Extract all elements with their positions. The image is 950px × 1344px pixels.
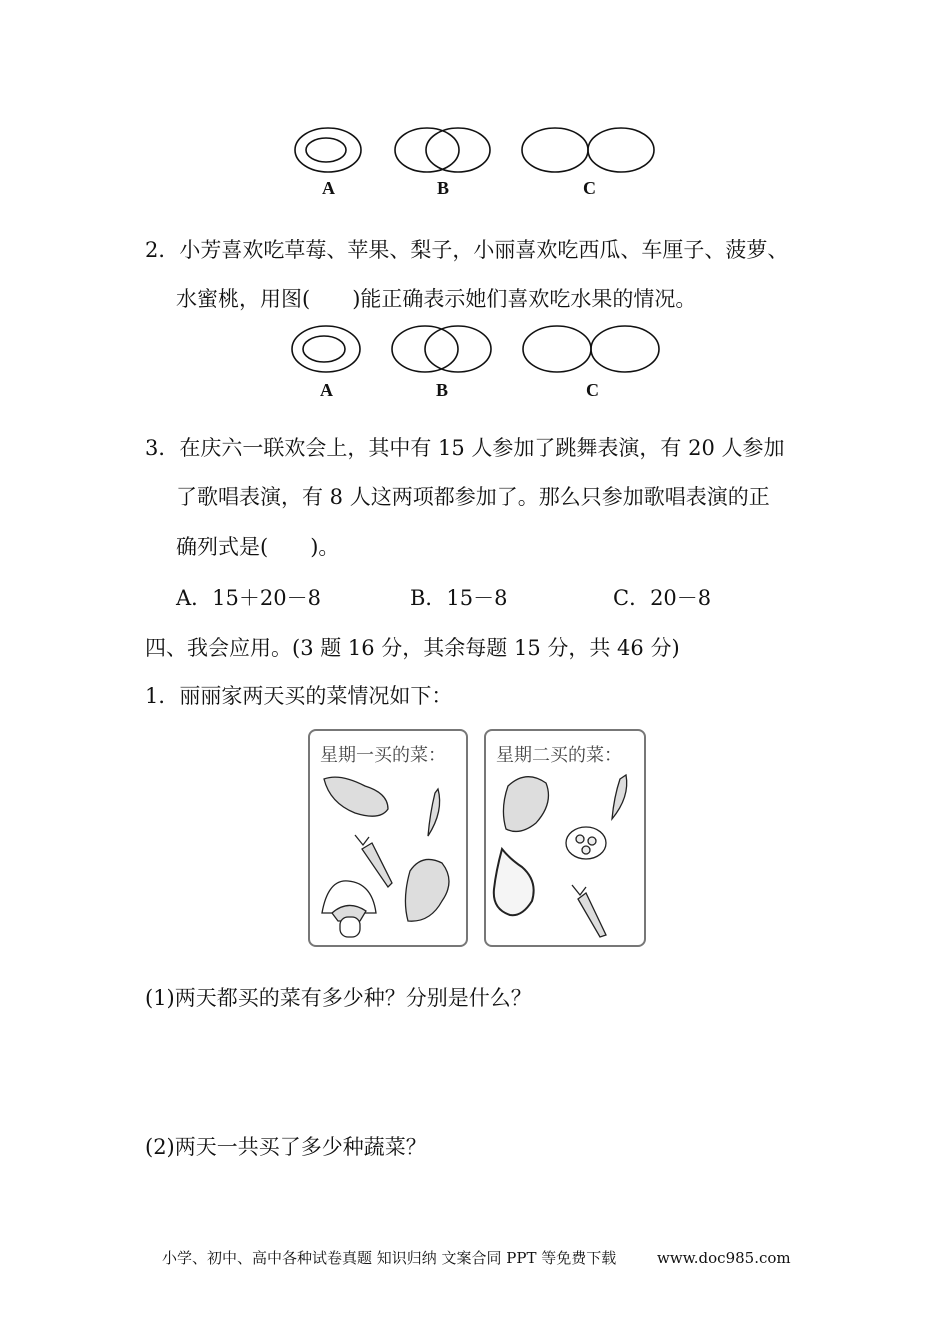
venn-b-left bbox=[395, 128, 459, 172]
q2-text-line1: 2．小芳喜欢吃草莓、苹果、梨子，小丽喜欢吃西瓜、车厘子、菠萝、 bbox=[145, 238, 789, 262]
sub-question-1: (1)两天都买的菜有多少种？分别是什么？ bbox=[145, 986, 532, 1010]
venn-label-c: C bbox=[586, 380, 599, 400]
venn-label-c: C bbox=[583, 178, 596, 198]
section4-title: 四、我会应用。(3 题 16 分，其余每题 15 分，共 46 分) bbox=[145, 636, 680, 660]
venn-a-inner bbox=[306, 138, 346, 162]
panel-title: 星期一买的菜： bbox=[320, 745, 446, 766]
eggplant-icon bbox=[324, 777, 388, 816]
venn-label-a: A bbox=[322, 178, 335, 198]
onion-icon bbox=[494, 849, 534, 915]
q1-venn-options bbox=[295, 128, 654, 172]
lotus-root-icon bbox=[566, 827, 606, 859]
section4-q1-intro: 1．丽丽家两天买的菜情况如下： bbox=[145, 684, 453, 708]
venn-c-left bbox=[522, 128, 588, 172]
bok-choy-icon bbox=[405, 859, 449, 921]
q2-venn-options bbox=[292, 326, 659, 372]
chili-pepper-icon bbox=[612, 775, 627, 819]
venn-label-b: B bbox=[437, 178, 450, 198]
chili-pepper-icon bbox=[428, 789, 440, 836]
venn-a-inner bbox=[303, 336, 345, 362]
venn-c-left bbox=[523, 326, 591, 372]
footer-url[interactable]: www.doc985.com bbox=[657, 1249, 791, 1267]
venn-label-a: A bbox=[320, 380, 333, 400]
sub-question-2: (2)两天一共买了多少种蔬菜？ bbox=[145, 1135, 427, 1159]
q3-text-line2: 了歌唱表演，有 8 人这两项都参加了。那么只参加歌唱表演的正 bbox=[176, 485, 770, 509]
venn-b-right bbox=[426, 128, 490, 172]
footer-text: 小学、初中、高中各种试卷真题 知识归纳 文案合同 PPT 等免费下载 bbox=[162, 1249, 617, 1267]
venn-a-outer bbox=[295, 128, 361, 172]
carrot-icon bbox=[355, 835, 392, 887]
q3-option-c: C．20－8 bbox=[613, 586, 712, 610]
venn-c-right bbox=[588, 128, 654, 172]
bok-choy-icon bbox=[503, 777, 548, 832]
q3-text-line1: 3．在庆六一联欢会上，其中有 15 人参加了跳舞表演，有 20 人参加 bbox=[145, 436, 785, 460]
q3-option-a: A．15＋20－8 bbox=[176, 586, 321, 610]
carrot-icon bbox=[572, 885, 606, 937]
q3-text-line3: 确列式是( )。 bbox=[176, 535, 340, 559]
monday-vegetables-panel bbox=[308, 729, 468, 947]
venn-c-right bbox=[591, 326, 659, 372]
q2-text-line2: 水蜜桃，用图( )能正确表示她们喜欢吃水果的情况。 bbox=[176, 287, 697, 311]
q3-option-b: B．15－8 bbox=[410, 586, 508, 610]
mushroom-icon bbox=[322, 881, 376, 937]
venn-label-b: B bbox=[436, 380, 449, 400]
footer bbox=[162, 1247, 803, 1268]
panel-title: 星期二买的菜： bbox=[496, 745, 622, 766]
tuesday-vegetables-panel bbox=[484, 729, 646, 947]
